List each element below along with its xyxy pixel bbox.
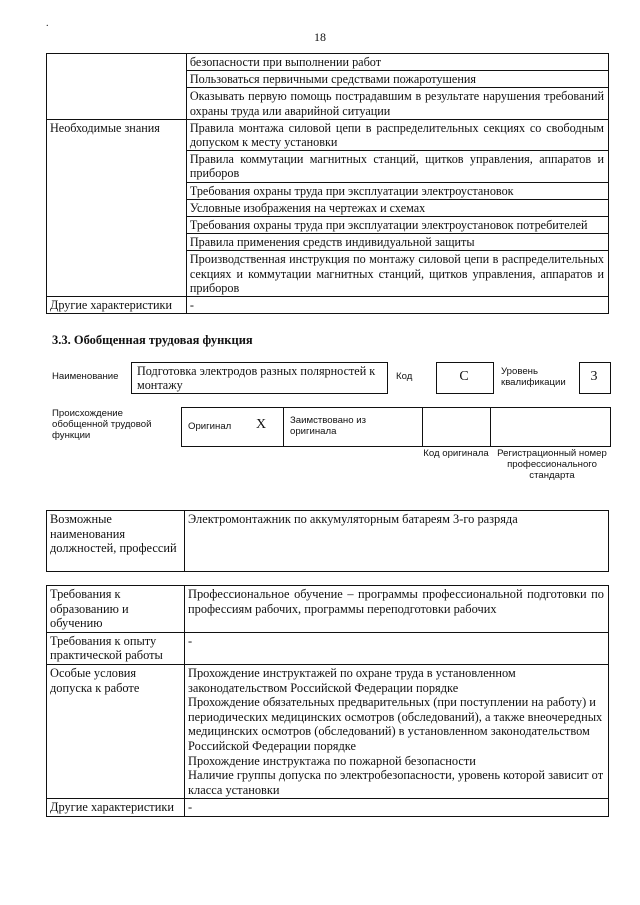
- condition-line: Наличие группы допуска по электробезопасности, уровень которой зависит от класса установки: [188, 768, 604, 797]
- skill-item: безопасности при выполнении работ: [186, 54, 608, 71]
- requirements-table: [46, 585, 609, 817]
- origin-box: [181, 407, 611, 447]
- other-value: -: [186, 297, 608, 314]
- page-number: 18: [314, 30, 326, 44]
- level-label: Уровень квалификации: [501, 366, 566, 388]
- req-label-conditions: Особые условия допуска к работе: [47, 664, 185, 798]
- level-value: 3: [590, 369, 598, 384]
- positions-table: [46, 510, 609, 572]
- req-education-value: Профессиональное обучение – программы профессиональной подготовки по профессиям рабочих, программы переподготовки рабочих: [185, 586, 609, 633]
- original-label: Оригинал: [188, 421, 232, 432]
- code-label: Код: [396, 371, 413, 382]
- condition-line: Прохождение обязательных предварительных (при поступлении на работу) и периодических медицинских осмотров (обследований), а также внеочередных медицинских осмотров (обследований) в установленном законодательством Российской Федерации порядке: [188, 695, 603, 753]
- req-other-value: -: [185, 799, 609, 817]
- code-caption: Код оригинала: [423, 448, 489, 459]
- knowledge-item: Правила монтажа силовой цепи в распределительных секциях со свободным допуском к месту установки: [186, 119, 608, 150]
- knowledge-item: Правила применения средств индивидуальной защиты: [186, 234, 608, 251]
- borrowed-label: Заимствовано из оригинала: [290, 415, 366, 437]
- req-label-other: Другие характеристики: [47, 799, 185, 817]
- skill-item: Пользоваться первичными средствами пожаротушения: [186, 71, 608, 88]
- reg-caption: Регистрационный номер профессионального стандарта: [497, 448, 607, 481]
- knowledge-item: Требования охраны труда при эксплуатации электроустановок потребителей: [186, 217, 608, 234]
- name-value: Подготовка электродов разных полярностей к монтажу: [137, 364, 376, 392]
- req-conditions-value: [185, 664, 609, 798]
- knowledge-item: Производственная инструкция по монтажу силовой цепи в распределительных секциях и коммутации магнитных станций, щитков управления, аппаратов и приборов: [186, 251, 608, 297]
- skill-item: Оказывать первую помощь пострадавшим в результате нарушения требований охраны труда или аварийной ситуации: [186, 88, 608, 119]
- knowledge-item: Условные изображения на чертежах и схемах: [186, 199, 608, 216]
- section-title: 3.3. Обобщенная трудовая функция: [52, 333, 253, 347]
- origin-label: Происхождение обобщенной трудовой функции: [52, 408, 152, 441]
- original-mark: X: [256, 417, 267, 432]
- knowledge-table: [46, 53, 609, 314]
- condition-line: Прохождение инструктажа по пожарной безопасности: [188, 753, 476, 768]
- row-label-knowledge: Необходимые знания: [47, 119, 187, 296]
- knowledge-item: Требования охраны труда при эксплуатации электроустановок: [186, 182, 608, 199]
- knowledge-item: Правила коммутации магнитных станций, щитков управления, аппаратов и приборов: [186, 151, 608, 182]
- positions-value: Электромонтажник по аккумуляторным батареям 3-го разряда: [185, 511, 609, 572]
- divider: [490, 407, 491, 446]
- req-label-education: Требования к образованию и обучению: [47, 586, 185, 633]
- row-label: [47, 54, 187, 120]
- page-mark: .: [46, 18, 49, 29]
- req-experience-value: -: [185, 632, 609, 664]
- code-value: C: [459, 369, 469, 384]
- row-label-other: Другие характеристики: [47, 297, 187, 314]
- req-label-experience: Требования к опыту практической работы: [47, 632, 185, 664]
- name-label: Наименование: [52, 371, 119, 382]
- positions-label: Возможные наименования должностей, профессий: [47, 511, 185, 572]
- condition-line: Прохождение инструктажей по охране труда в установленном законодательством Российской Федерации порядке: [188, 665, 516, 695]
- divider: [422, 407, 423, 446]
- divider: [283, 407, 284, 446]
